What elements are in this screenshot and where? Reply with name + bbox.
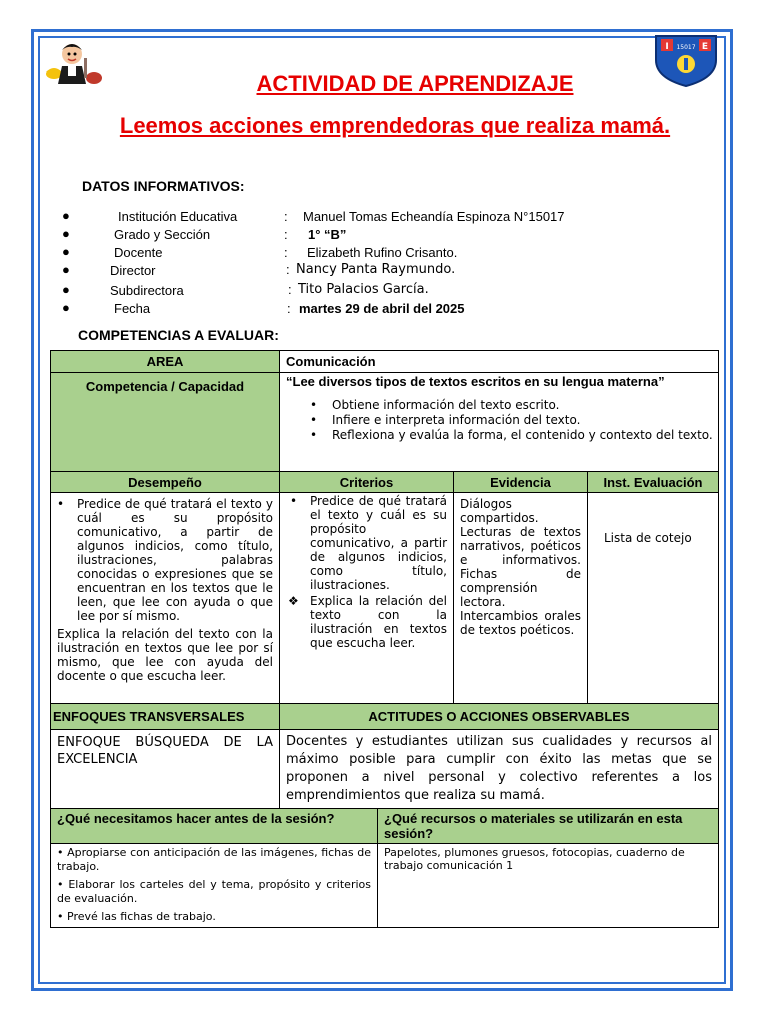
evidencia-text: Diálogos compartidos. Lecturas de textos narrativos, poéticos e informativos. Fichas de comprensión lectora. Intercambios orales de textos poéticos. (460, 497, 581, 637)
competencias-heading: COMPETENCIAS A EVALUAR: (78, 327, 279, 343)
info-row-docente (62, 245, 712, 263)
info-row-fecha (62, 301, 712, 319)
info-colon: : (284, 227, 288, 242)
capacidad-item: • Reflexiona y evalúa la forma, el contenido y contexto del texto. (310, 428, 713, 442)
bullet-icon: • (310, 413, 318, 427)
mascot-logo (42, 38, 110, 90)
info-label: Institución Educativa (118, 209, 238, 224)
info-label: Fecha (114, 301, 151, 316)
info-label: Subdirectora (110, 283, 184, 298)
bullet-icon: ● (62, 208, 70, 223)
info-colon: : (284, 245, 288, 260)
col-header-instrumento: Inst. Evaluación (588, 472, 719, 493)
info-colon: : (287, 301, 291, 316)
preparacion-cell (51, 844, 378, 928)
criterios-cell (280, 493, 454, 704)
preparacion-item: • Apropiarse con anticipación de las imágenes, fichas de trabajo. (57, 846, 371, 873)
bullet-icon: ● (62, 226, 70, 241)
competencias-table (50, 350, 719, 928)
page-title: ACTIVIDAD DE APRENDIZAJE (256, 71, 574, 96)
preparacion-item: • Elaborar los carteles del y tema, propósito y criterios de evaluación. (57, 878, 371, 905)
enfoques-row (51, 730, 719, 809)
info-colon: : (284, 209, 288, 224)
area-row (51, 351, 719, 373)
desempeno-item: • Predice de qué tratará el texto y cuál es su propósito comunicativo, a partir de algunos indicios, como título, ilustraciones, palabras conocidas o expresiones que se encuentran en los textos que le leen, que lee con ayuda o que lee por sí mismo. (57, 497, 273, 623)
col-header-criterios: Criterios (280, 472, 454, 493)
bullet-icon: • (57, 846, 68, 859)
info-colon: : (288, 282, 292, 297)
instrumento-cell (588, 493, 719, 704)
col-header-desempeno: Desempeño (51, 472, 280, 493)
diamond-bullet-icon: ❖ (288, 594, 299, 608)
recursos-cell (378, 844, 719, 928)
bullet-icon: • (57, 878, 69, 891)
info-row-institucion (62, 209, 712, 227)
actitudes-header: ACTITUDES O ACCIONES OBSERVABLES (280, 704, 719, 730)
info-label: Docente (114, 245, 163, 260)
actitud-cell (280, 730, 719, 809)
competencia-label: Competencia / Capacidad (51, 373, 280, 472)
info-value: Tito Palacios García. (298, 282, 429, 297)
capacidades-list (286, 398, 714, 443)
competencia-value: “Lee diversos tipos de textos escritos en su lengua materna” (286, 374, 665, 389)
criterio-item: • Predice de qué tratará el texto y cuál es su propósito comunicativo, a partir de algunos indicios, como título, ilustraciones. (290, 494, 447, 592)
bullet-icon: • (310, 428, 318, 442)
info-colon: : (286, 262, 290, 277)
badge-number: 15017 (676, 44, 696, 51)
area-label: AREA (51, 351, 280, 373)
info-row-subdirectora (62, 283, 712, 301)
preparacion-list (57, 846, 371, 924)
info-value: Elizabeth Rufino Crisanto. (307, 245, 458, 260)
instrumento-text: Lista de cotejo (604, 531, 692, 545)
bullet-icon: ● (62, 262, 70, 277)
preparacion-header-row (51, 809, 719, 844)
preparacion-item: • Prevé las fichas de trabajo. (57, 910, 216, 923)
capacidad-item: • Obtiene información del texto escrito. (310, 398, 560, 412)
bullet-icon: ● (62, 300, 70, 315)
datos-heading: DATOS INFORMATIVOS: (82, 178, 245, 194)
info-label: Grado y Sección (114, 227, 211, 242)
recursos-text: Papelotes, plumones gruesos, fotocopias, cuaderno de trabajo comunicación 1 (384, 846, 685, 872)
info-row-grado (62, 227, 712, 245)
desempeno-extra: Explica la relación del texto con la ilustración en textos que lee por sí mismo, que lee con ayuda del docente o que escucha leer. (57, 627, 273, 683)
enfoque-text: ENFOQUE BÚSQUEDA DE LA EXCELENCIA (57, 735, 273, 767)
info-value: Manuel Tomas Echeandía Espinoza N°15017 (303, 209, 565, 224)
info-row-director (62, 263, 712, 281)
info-value: Nancy Panta Raymundo. (296, 262, 456, 277)
desempeno-header-row (51, 472, 719, 493)
bullet-icon: ● (62, 244, 70, 259)
capacidad-item: • Infiere e interpreta información del texto. (310, 413, 581, 427)
area-value: Comunicación (280, 351, 719, 373)
info-value: 1° “B” (308, 227, 347, 242)
bullet-icon: • (290, 494, 298, 508)
evidencia-cell (454, 493, 588, 704)
enfoques-header: ENFOQUES TRANSVERSALES (51, 704, 280, 730)
badge-letter-e: E (701, 42, 709, 52)
preparacion-row (51, 844, 719, 928)
criterio-item: ❖ Explica la relación del texto con la ilustración en textos que escucha leer. (288, 594, 447, 650)
preparacion-question-right: ¿Qué recursos o materiales se utilizarán en esta sesión? (378, 809, 719, 844)
page-subtitle: Leemos acciones emprendedoras que realiza mamá. (119, 113, 671, 138)
bullet-icon: • (57, 497, 65, 511)
enfoques-header-row (51, 704, 719, 730)
col-header-evidencia: Evidencia (454, 472, 588, 493)
bullet-icon: • (310, 398, 318, 412)
competencia-cell (280, 373, 719, 472)
desempeno-row (51, 493, 719, 704)
badge-letter-i: I (665, 42, 669, 52)
bullet-icon: ● (62, 282, 70, 297)
info-value: martes 29 de abril del 2025 (299, 301, 465, 316)
info-label: Director (110, 263, 156, 278)
competencia-row (51, 373, 719, 472)
actitud-text: Docentes y estudiantes utilizan sus cualidades y recursos al máximo posible para cumplir con éxito las metas que se proponen a nivel personal y colectivo referentes a los emprendimientos que realiza su mamá. (286, 734, 712, 803)
desempeno-cell (51, 493, 280, 704)
bullet-icon: • (57, 910, 67, 923)
enfoque-cell (51, 730, 280, 809)
preparacion-question-left: ¿Qué necesitamos hacer antes de la sesión? (51, 809, 378, 844)
